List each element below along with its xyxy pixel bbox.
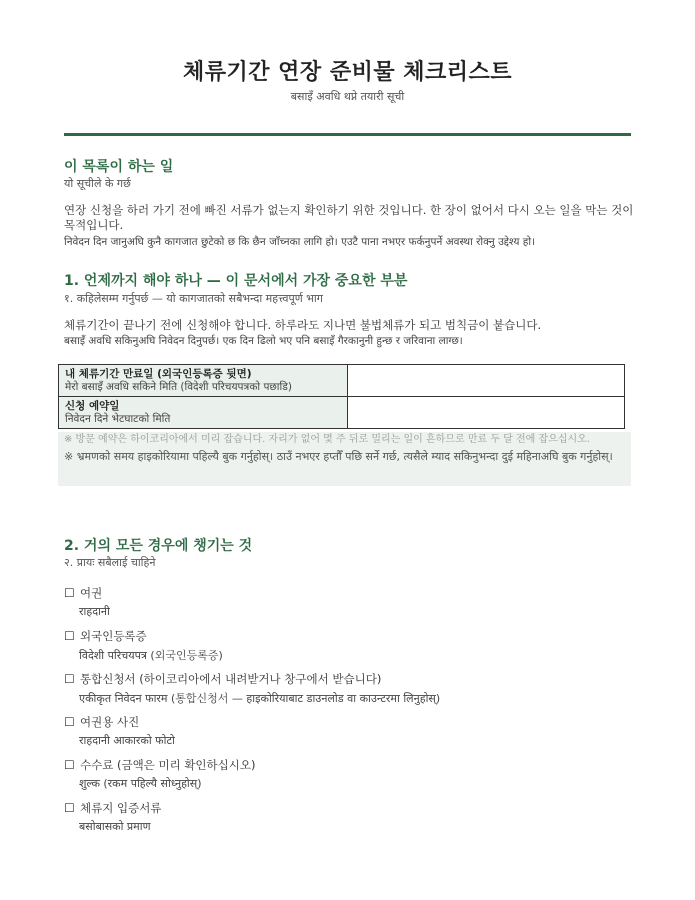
checklist-item-label-ne: एकीकृत निवेदन फारम (통합신청서 — हाइकोरियाबाट डाउनलोड वा काउन्टरमा लिनुहोस्) [79,692,441,705]
checklist-item-label-ne: विदेशी परिचयपत्र (외국인등록증) [79,649,223,662]
checklist-item-passport[interactable] [64,582,634,619]
reservation-note-ko: ※ 방문 예약은 하이코리아에서 미리 잡습니다. 자리가 없어 몇 주 뒤로 밀리는 일이 흔하므로 만료 두 달 전에 잡으십시오. [64,434,590,445]
section-documents-heading: 2. 거의 모든 경우에 챙기는 것 [64,538,253,554]
section-deadline-text-ko: 체류기간이 끝나기 전에 신청해야 합니다. 하루라도 지나면 불법체류가 되고 범칙금이 붙습니다. [64,318,542,332]
checklist-item-residence-proof[interactable] [64,797,634,834]
section-documents-subheading: २. प्रायः सबैलाई चाहिने [64,556,156,569]
checklist-item-label-ne: राहदानी आकारको फोटो [79,734,175,747]
page-subtitle: बसाइँ अवधि थप्ने तयारी सूची [290,90,405,103]
reservation-note-ne: ※ भ्रमणको समय हाइकोरियामा पहिल्यै बुक गर्नुहोस्। ठाउँ नभएर हप्तौँ पछि सर्ने गर्छ, त्यसैले म्याद सकिनुभन्दा दुई महिनाअघि बुक गर्नुहोस्। [64,450,613,463]
checkbox-icon[interactable]: ☐ [64,758,75,772]
checklist-item-fee[interactable] [64,754,634,791]
expiry-date-label-ko: 내 체류기간 만료일 (외국인등록증 뒷면) [65,367,252,380]
checklist-item-label-ko: 체류지 입증서류 [80,801,162,815]
checklist-item-label-ne: बसोबासको प्रमाण [79,820,151,833]
title-divider [64,133,631,136]
checkbox-icon[interactable]: ☐ [64,629,75,643]
page-title: 체류기간 연장 준비물 체크리스트 [182,60,512,85]
checklist-item-label-ko: 여권용 사진 [80,715,140,729]
checklist-item-label-ne: शुल्क (रकम पहिल्यै सोध्नुहोस्) [79,777,202,790]
checkbox-icon[interactable]: ☐ [64,715,75,729]
table-row [59,365,625,397]
deadline-table [58,364,625,429]
checklist-item-label-ko: 외국인등록증 [80,629,147,643]
checklist-item-application-form[interactable] [64,668,634,706]
checklist-item-label-ko: 통합신청서 (하이코리아에서 내려받거나 창구에서 받습니다) [80,672,382,686]
expiry-date-label [59,365,348,397]
checklist-item-photo[interactable] [64,711,634,748]
appointment-date-label-ko: 신청 예약일 [65,399,120,412]
appointment-date-field[interactable] [348,397,625,429]
section-purpose-subheading: यो सूचीले के गर्छ [64,177,131,190]
section-purpose-text-ko: 연장 신청을 하러 가기 전에 빠진 서류가 없는지 확인하기 위한 것입니다. 한 장이 없어서 다시 오는 일을 막는 것이 목적입니다. [64,203,634,232]
checkbox-icon[interactable]: ☐ [64,586,75,600]
section-deadline-subheading: १. कहिलेसम्म गर्नुपर्छ — यो कागजातको सबैभन्दा महत्त्वपूर्ण भाग [64,292,323,305]
checkbox-icon[interactable]: ☐ [64,672,75,686]
checklist-item-label-ko: 여권 [80,586,103,600]
section-deadline-heading: 1. 언제까지 해야 하나 — 이 문서에서 가장 중요한 부분 [64,273,408,289]
checklist-item-label-ne: राहदानी [79,605,110,618]
section-deadline-text-ne: बसाइँ अवधि सकिनुअघि निवेदन दिनुपर्छ। एक दिन ढिलो भए पनि बसाइँ गैरकानुनी हुन्छ र जरिवाना लाग्छ। [64,335,463,347]
section-purpose-heading: 이 목록이 하는 일 [64,159,174,175]
table-row [59,397,625,429]
expiry-date-label-ne: मेरो बसाइँ अवधि सकिने मिति (विदेशी परिचयपत्रको पछाडि) [65,380,292,393]
appointment-date-label [59,397,348,429]
expiry-date-field[interactable] [348,365,625,397]
section-purpose-text-ne: निवेदन दिन जानुअघि कुनै कागजात छुटेको छ कि छैन जाँच्नका लागि हो। एउटै पाना नभएर फर्कनुपर्ने अवस्था रोक्नु उद्देश्य हो। [64,236,536,248]
appointment-date-label-ne: निवेदन दिने भेटघाटको मिति [65,412,171,425]
checklist-item-alien-card[interactable] [64,625,634,663]
checkbox-icon[interactable]: ☐ [64,801,75,815]
checklist-item-label-ko: 수수료 (금액은 미리 확인하십시오) [80,758,256,772]
